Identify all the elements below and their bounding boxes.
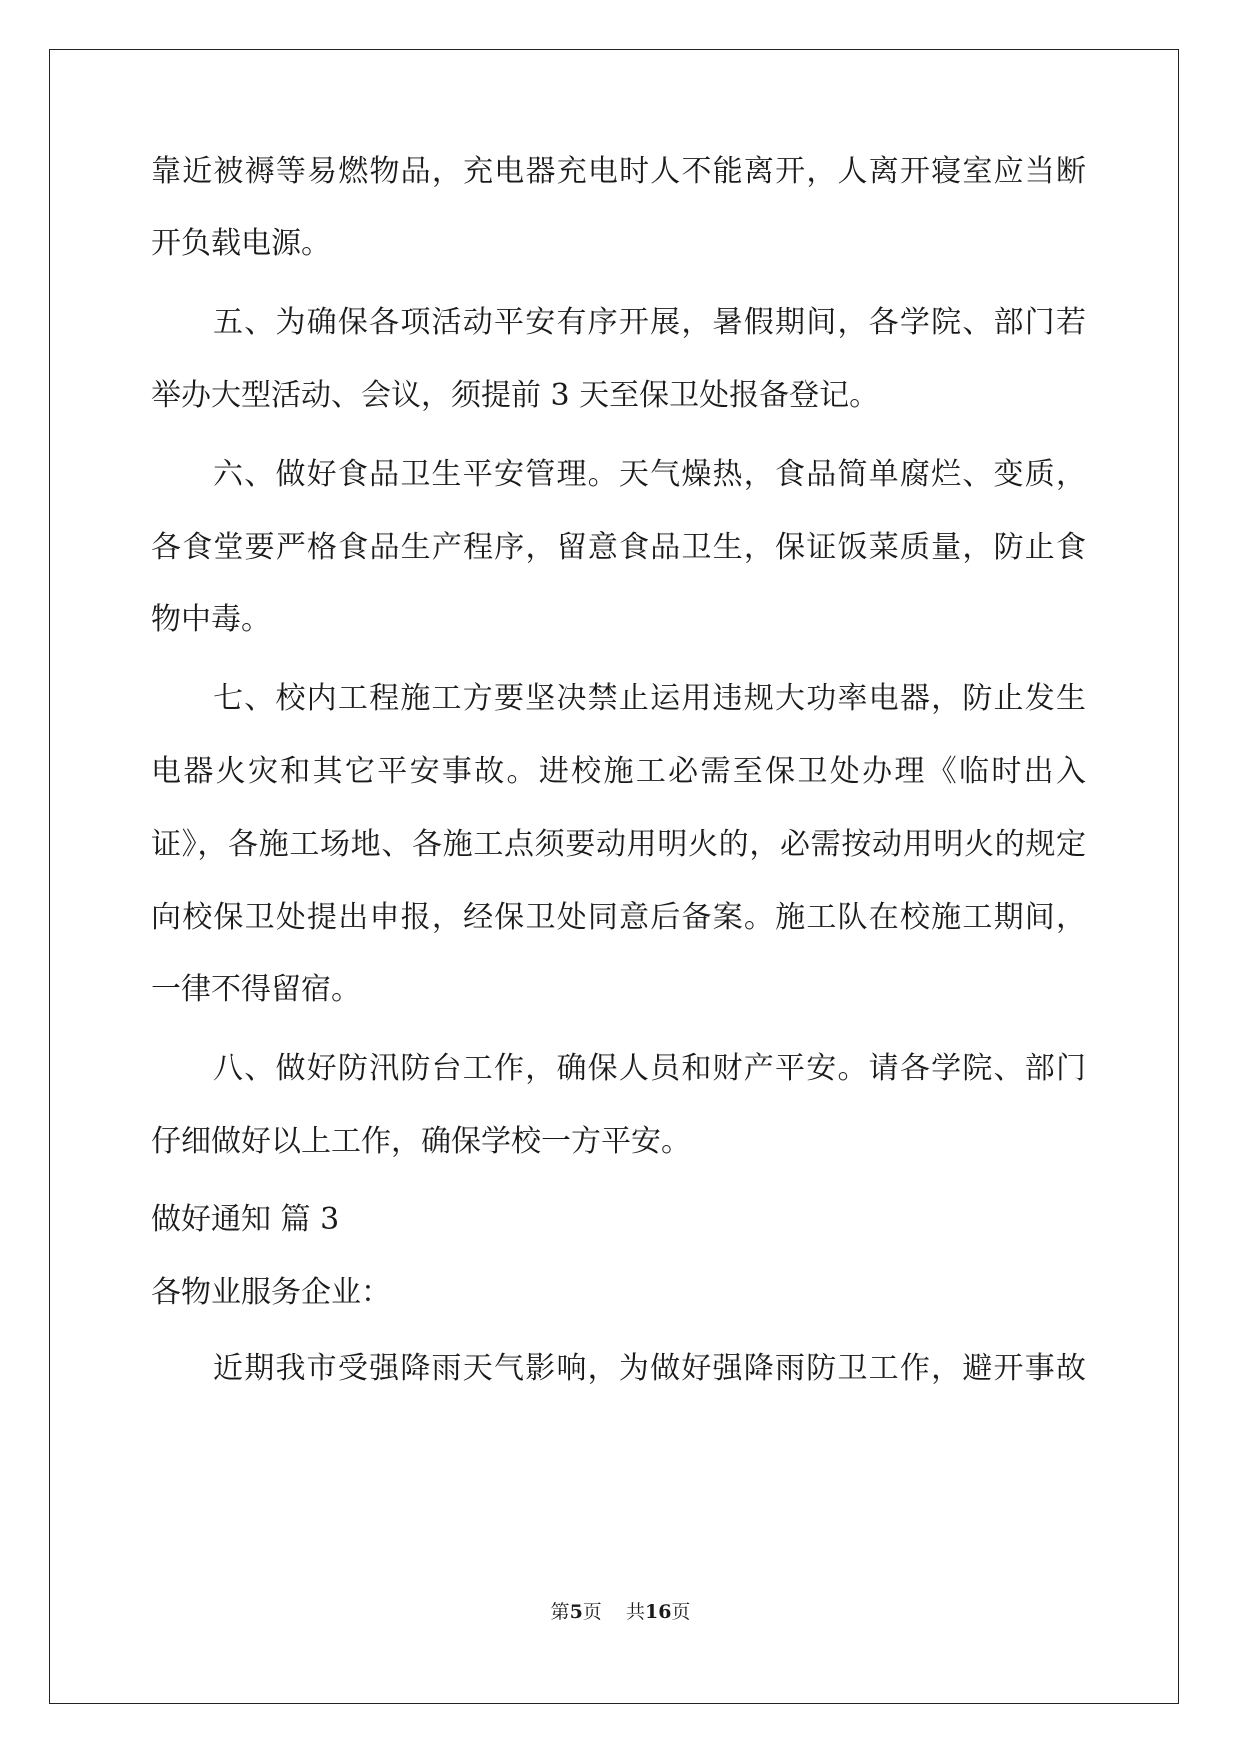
- paragraph-7-line-4: 向校保卫处提出申报，经保卫处同意后备案。施工队在校施工期间，: [151, 900, 1086, 935]
- paragraph-7-line-2: 电器火灾和其它平安事故。进校施工必需至保卫处办理《临时出入: [151, 754, 1086, 789]
- paragraph-5-line-2: 举办大型活动、会议，须提前 3 天至保卫处报备登记。: [151, 378, 880, 413]
- paragraph-7-line-1: 七、校内工程施工方要坚决禁止运用违规大功率电器，防止发生: [213, 681, 1086, 716]
- section-heading: 做好通知 篇 3: [151, 1202, 340, 1237]
- text-line: 开负载电源。: [151, 226, 331, 261]
- text-line: 靠近被褥等易燃物品，充电器充电时人不能离开，人离开寝室应当断: [151, 154, 1086, 189]
- page-footer: [0, 1599, 1241, 1625]
- salutation: 各物业服务企业：: [151, 1275, 391, 1310]
- paragraph-7-line-3: 证》，各施工场地、各施工点须要动用明火的，必需按动用明火的规定: [151, 827, 1086, 862]
- paragraph-6-line-1: 六、做好食品卫生平安管理。天气燥热，食品简单腐烂、变质，: [213, 457, 1086, 492]
- paragraph-6-line-3: 物中毒。: [151, 602, 271, 637]
- paragraph-8-line-2: 仔细做好以上工作，确保学校一方平安。: [151, 1124, 691, 1159]
- paragraph-6-line-2: 各食堂要严格食品生产程序，留意食品卫生，保证饭菜质量，防止食: [151, 530, 1086, 565]
- paragraph-5-line-1: 五、为确保各项活动平安有序开展，暑假期间，各学院、部门若: [213, 305, 1086, 340]
- total-pages: 16: [644, 1601, 672, 1623]
- paragraph-7-line-5: 一律不得留宿。: [151, 972, 361, 1007]
- page-prefix: 第: [550, 1601, 570, 1623]
- page-number: 5: [569, 1601, 583, 1623]
- total-suffix: 页: [671, 1601, 691, 1623]
- page-border: [49, 49, 1179, 1704]
- paragraph-8-line-1: 八、做好防汛防台工作，确保人员和财产平安。请各学院、部门: [213, 1051, 1086, 1086]
- page-suffix: 页 共: [582, 1601, 645, 1623]
- paragraph-notice-line-1: 近期我市受强降雨天气影响，为做好强降雨防卫工作，避开事故: [213, 1351, 1086, 1386]
